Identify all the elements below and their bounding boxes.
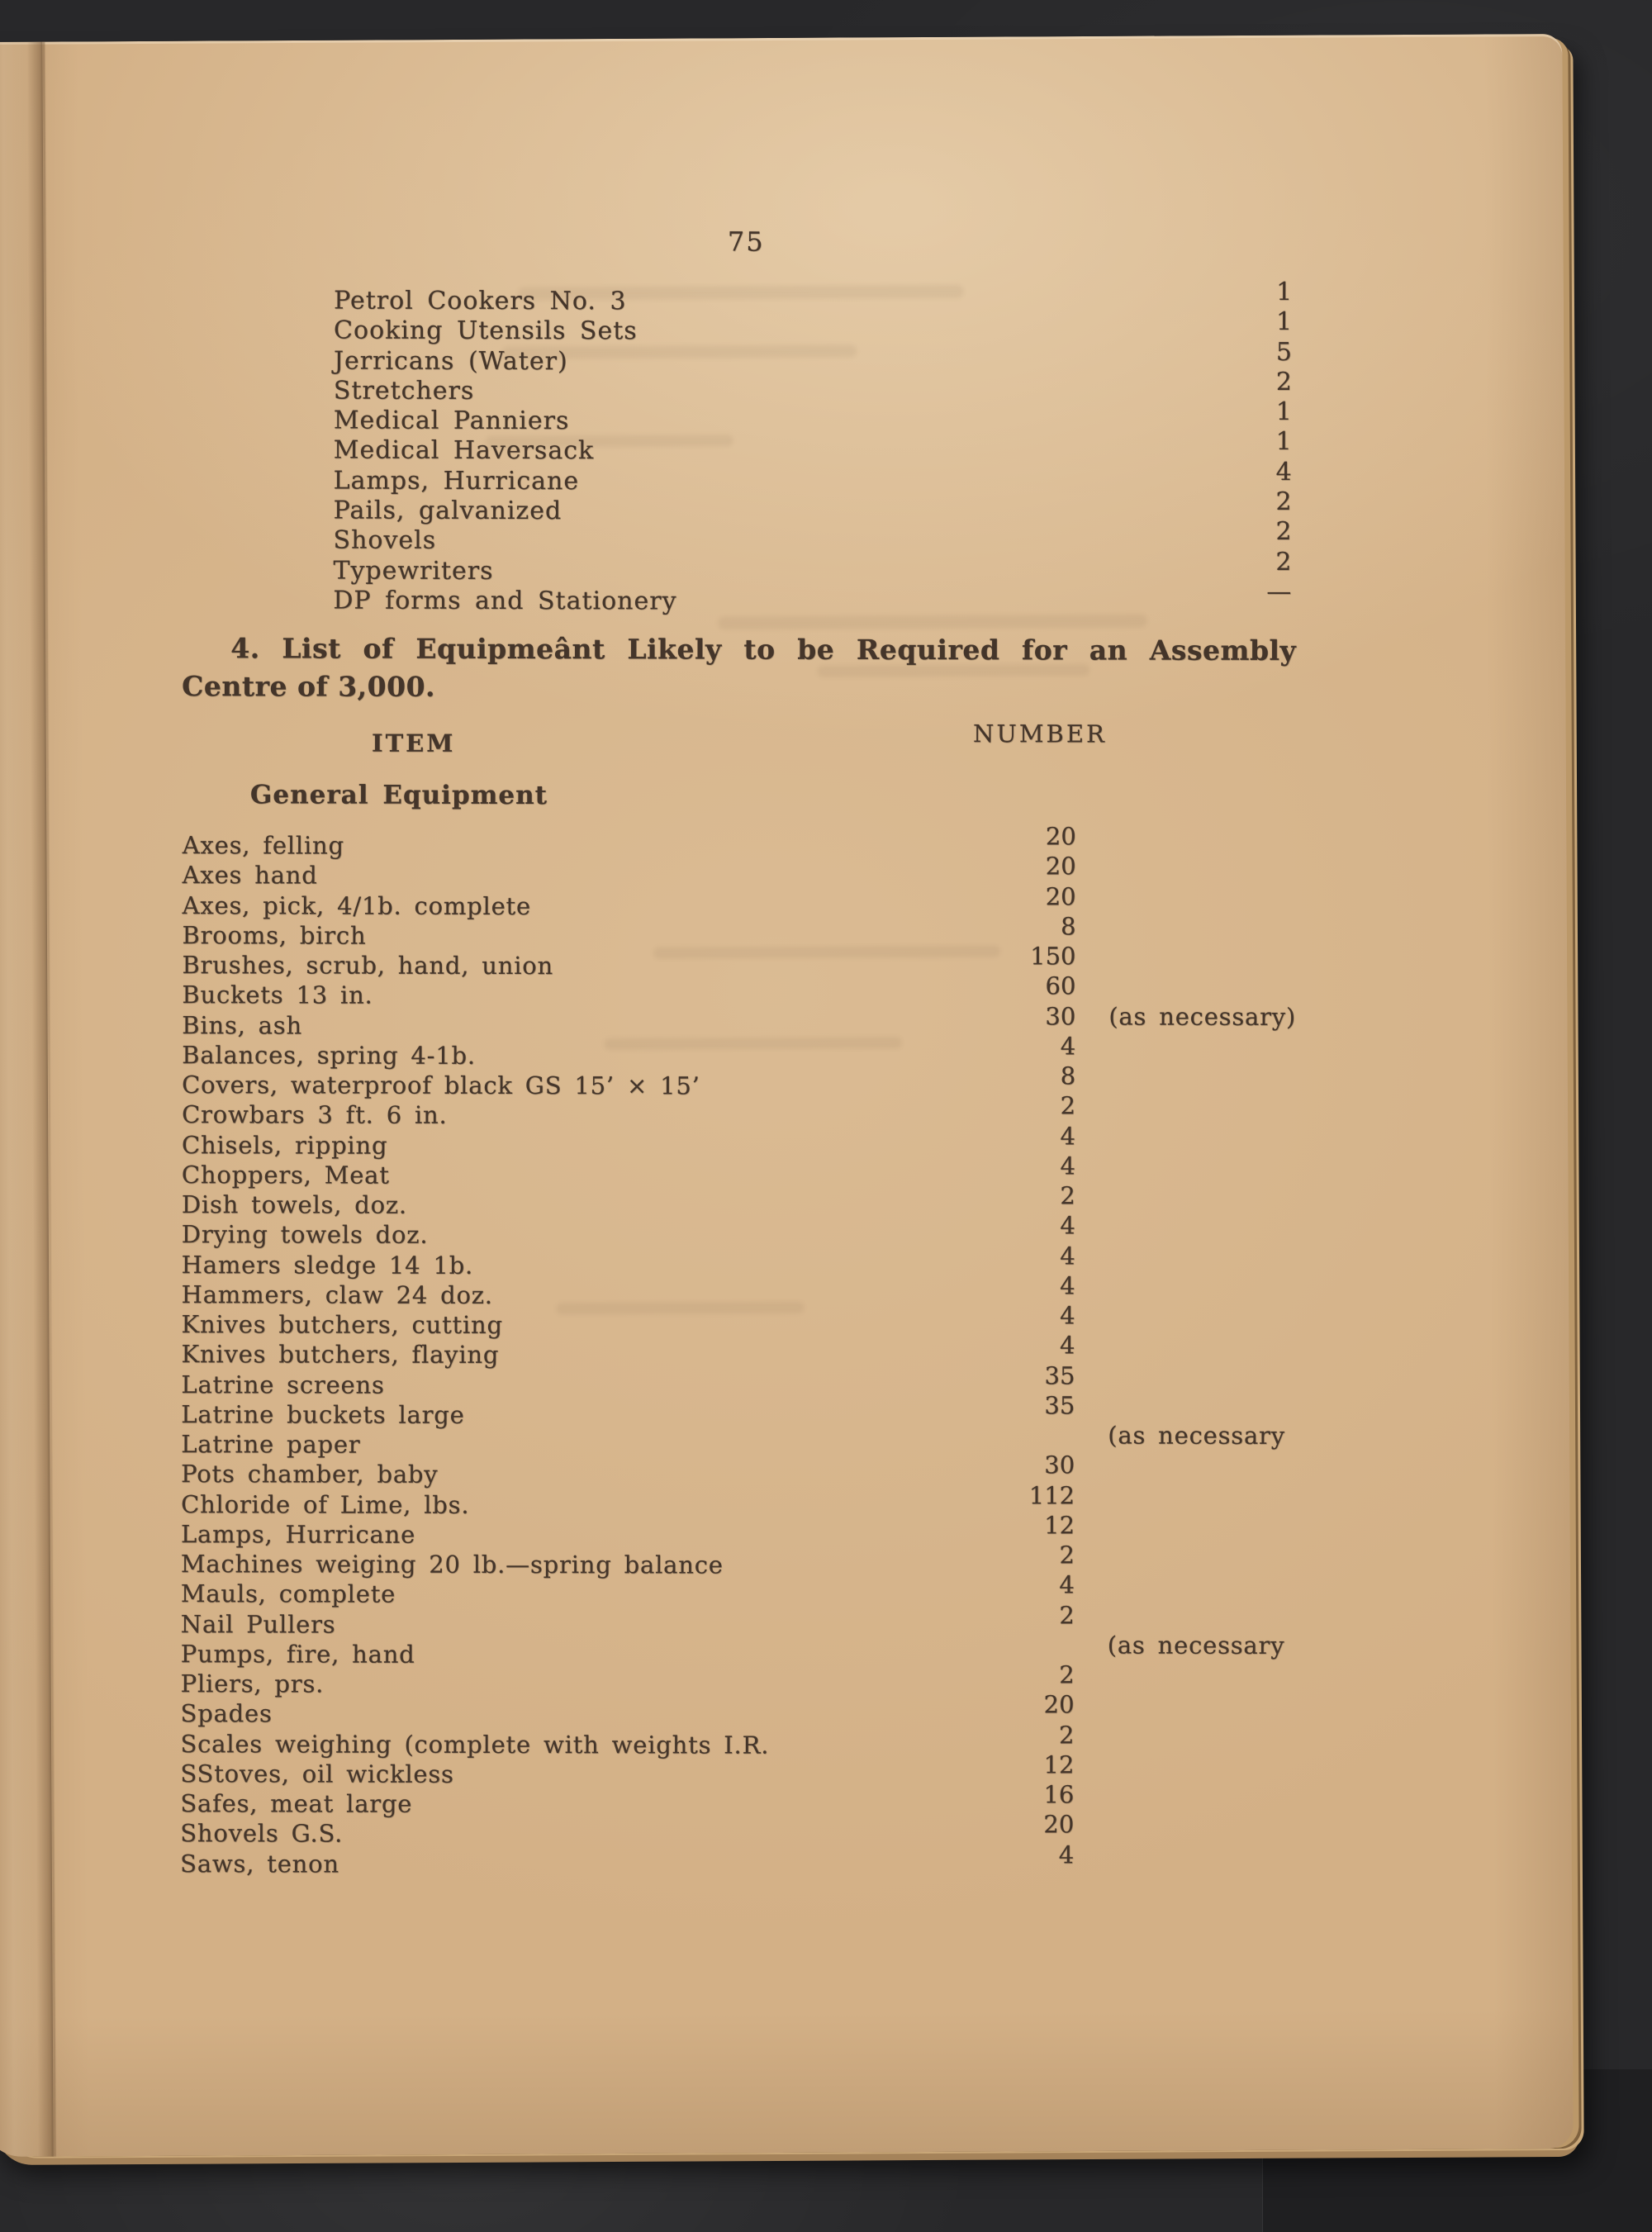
initial-supply-list xyxy=(333,277,1293,619)
item-number: 4 xyxy=(1060,1331,1075,1360)
item-number: 8 xyxy=(1060,1061,1076,1090)
supply-row xyxy=(333,547,1292,588)
item-number: 2 xyxy=(1275,487,1292,517)
item-label: Hamers sledge 14 1b. xyxy=(181,1250,474,1280)
item-label: Drying towels doz. xyxy=(181,1220,429,1250)
item-number: 16 xyxy=(1043,1780,1075,1809)
equipment-row xyxy=(180,1570,1075,1612)
item-number: 2 xyxy=(1060,1091,1076,1120)
item-label: Pliers, prs. xyxy=(180,1669,325,1698)
item-number: 2 xyxy=(1275,547,1292,577)
equipment-row xyxy=(182,852,1076,893)
item-label: Scales weighing (complete with weights I.R. xyxy=(180,1729,770,1759)
equipment-row xyxy=(182,912,1076,953)
item-number: 4 xyxy=(1060,1032,1076,1061)
supply-row xyxy=(334,307,1293,349)
equipment-row xyxy=(180,1631,1285,1672)
equipment-row xyxy=(181,1421,1285,1462)
item-label: Medical Haversack xyxy=(333,436,595,466)
equipment-row xyxy=(181,1480,1075,1522)
item-label: DP forms and Stationery xyxy=(333,586,677,616)
item-label: Latrine paper xyxy=(181,1430,361,1459)
item-label: SStoves, oil wickless xyxy=(180,1759,454,1788)
item-label: Lamps, Hurricane xyxy=(333,466,580,496)
item-number: 4 xyxy=(1058,1840,1075,1869)
equipment-row xyxy=(182,1061,1076,1103)
column-header-item: ITEM xyxy=(371,729,456,757)
supply-row xyxy=(333,517,1292,558)
item-note: (as necessary xyxy=(1107,1631,1285,1660)
item-label: Spades xyxy=(180,1699,273,1728)
item-number: 20 xyxy=(1043,1810,1075,1839)
equipment-row xyxy=(180,1840,1075,1882)
equipment-row xyxy=(181,1211,1075,1252)
page-number: 75 xyxy=(727,226,765,258)
equipment-row xyxy=(181,1241,1075,1283)
item-label: Choppers, Meat xyxy=(181,1160,390,1190)
equipment-row xyxy=(180,1660,1075,1702)
item-note: (as necessary xyxy=(1108,1421,1285,1450)
equipment-row xyxy=(181,1331,1075,1372)
equipment-row xyxy=(181,1271,1075,1313)
equipment-row xyxy=(182,881,1076,924)
equipment-list xyxy=(180,822,1297,1881)
item-label: Petrol Cookers No. 3 xyxy=(334,286,627,316)
supply-row xyxy=(333,427,1292,468)
item-number: 1 xyxy=(1275,427,1292,457)
item-number: 112 xyxy=(1028,1480,1075,1509)
equipment-row xyxy=(180,1720,1075,1762)
item-number: 12 xyxy=(1044,1511,1075,1540)
item-number: 2 xyxy=(1059,1720,1075,1749)
item-label: Pails, galvanized xyxy=(333,496,563,526)
item-label: Cooking Utensils Sets xyxy=(334,316,638,346)
group-heading: General Equipment xyxy=(249,780,548,811)
item-label: Lamps, Hurricane xyxy=(180,1519,416,1549)
item-label: Hammers, claw 24 doz. xyxy=(181,1280,493,1309)
item-label: Latrine screens xyxy=(181,1370,385,1399)
item-label: Balances, spring 4-1b. xyxy=(182,1040,476,1070)
item-label: Stretchers xyxy=(333,376,475,406)
equipment-row xyxy=(181,1301,1075,1342)
section-heading xyxy=(182,629,1296,708)
item-number: 2 xyxy=(1275,517,1292,547)
equipment-row xyxy=(180,1810,1075,1851)
item-number: 20 xyxy=(1045,881,1076,910)
item-number: 4 xyxy=(1060,1301,1075,1330)
item-label: Brooms, birch xyxy=(182,920,367,950)
equipment-row xyxy=(182,1091,1076,1133)
item-number: 1 xyxy=(1275,397,1292,427)
item-label: Knives butchers, cutting xyxy=(181,1310,503,1339)
equipment-row xyxy=(180,1511,1075,1552)
book-page xyxy=(0,34,1574,2157)
item-label: Brushes, scrub, hand, union xyxy=(182,951,554,981)
equipment-row xyxy=(181,1152,1075,1193)
item-label: Machines weiging 20 lb.—spring balance xyxy=(180,1550,724,1579)
supply-row xyxy=(334,277,1293,319)
item-label: Shovels xyxy=(333,525,437,556)
equipment-row xyxy=(181,1391,1075,1432)
equipment-row xyxy=(182,971,1076,1013)
item-number: 12 xyxy=(1043,1750,1075,1779)
item-label: Chisels, ripping xyxy=(181,1130,388,1160)
item-label: Shovels G.S. xyxy=(180,1819,344,1848)
equipment-row xyxy=(182,1032,1076,1073)
supply-row xyxy=(333,337,1293,378)
item-number: 30 xyxy=(1044,1451,1075,1479)
equipment-row xyxy=(181,1121,1076,1163)
item-number: 2 xyxy=(1059,1660,1075,1689)
item-label: Safes, meat large xyxy=(180,1789,413,1818)
equipment-row xyxy=(182,942,1076,983)
item-label: Chloride of Lime, lbs. xyxy=(181,1489,470,1519)
item-number: 2 xyxy=(1059,1541,1075,1570)
equipment-row xyxy=(180,1600,1075,1642)
section-heading-line1: 4. List of Equipmeânt Likely to be Required for an Assembly xyxy=(230,632,1297,667)
item-number: 60 xyxy=(1045,971,1076,1000)
equipment-row xyxy=(181,1181,1075,1223)
item-label: Crowbars 3 ft. 6 in. xyxy=(182,1100,448,1130)
item-label: Nail Pullers xyxy=(180,1609,336,1639)
equipment-row xyxy=(182,1001,1297,1043)
equipment-row xyxy=(180,1541,1075,1582)
supply-row xyxy=(333,367,1292,408)
item-label: Latrine buckets large xyxy=(181,1399,465,1429)
item-label: Buckets 13 in. xyxy=(182,981,373,1009)
item-number: 4 xyxy=(1059,1570,1075,1599)
item-number: 2 xyxy=(1059,1600,1075,1629)
item-number: 4 xyxy=(1060,1152,1075,1180)
section-heading-line2: Centre of 3,000. xyxy=(182,670,436,703)
item-number: 35 xyxy=(1044,1361,1075,1389)
item-note: (as necessary) xyxy=(1108,1002,1297,1031)
item-label: Jerricans (Water) xyxy=(333,346,568,376)
item-number: 5 xyxy=(1275,337,1293,367)
item-number: 4 xyxy=(1060,1211,1075,1240)
item-label: Covers, waterproof black GS 15’ × 15’ xyxy=(182,1071,700,1100)
item-number: 20 xyxy=(1043,1690,1075,1719)
equipment-row xyxy=(180,1750,1075,1792)
item-number: 4 xyxy=(1275,457,1292,487)
item-label: Typewriters xyxy=(333,556,494,586)
item-label: Pots chamber, baby xyxy=(181,1460,439,1489)
item-label: Axes, felling xyxy=(182,831,344,860)
item-number: 4 xyxy=(1060,1271,1075,1300)
item-label: Knives butchers, flaying xyxy=(181,1340,500,1370)
item-number: 1 xyxy=(1276,277,1293,306)
item-label: Bins, ash xyxy=(182,1010,302,1039)
item-label: Dish towels, doz. xyxy=(181,1190,408,1219)
item-number: 20 xyxy=(1045,852,1076,881)
item-number: 4 xyxy=(1060,1241,1075,1270)
item-number: 1 xyxy=(1275,307,1293,337)
item-number: 4 xyxy=(1060,1121,1076,1150)
item-label: Axes, pick, 4/1b. complete xyxy=(182,890,532,920)
supply-row xyxy=(333,487,1292,529)
item-number: 150 xyxy=(1030,942,1076,971)
item-label: Saws, tenon xyxy=(180,1849,339,1878)
item-number: 20 xyxy=(1045,822,1076,851)
supply-row xyxy=(333,457,1292,498)
equipment-row xyxy=(181,1361,1075,1403)
equipment-row xyxy=(180,1690,1075,1731)
item-number: 2 xyxy=(1275,367,1292,397)
equipment-row xyxy=(180,1780,1075,1821)
item-label: Medical Panniers xyxy=(333,406,570,436)
equipment-row xyxy=(182,822,1076,863)
item-number: — xyxy=(1266,577,1292,606)
item-number: 30 xyxy=(1045,1001,1076,1030)
item-label: Axes hand xyxy=(182,861,318,890)
item-number: 35 xyxy=(1044,1391,1075,1420)
item-label: Pumps, fire, hand xyxy=(180,1639,415,1669)
page-content xyxy=(0,41,1564,2159)
supply-row xyxy=(333,577,1292,619)
item-number: 2 xyxy=(1060,1181,1075,1210)
supply-row xyxy=(333,397,1292,439)
item-number: 8 xyxy=(1061,912,1076,941)
column-header-number: NUMBER xyxy=(973,719,1107,748)
equipment-row xyxy=(181,1451,1075,1492)
item-label: Mauls, complete xyxy=(180,1579,396,1608)
